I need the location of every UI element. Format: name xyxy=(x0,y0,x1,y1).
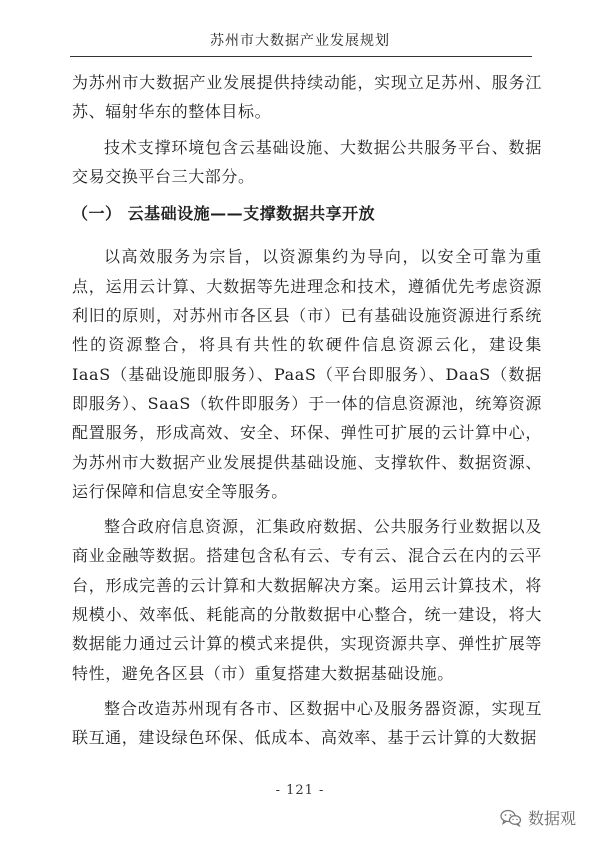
watermark xyxy=(500,806,576,829)
paragraph: 以高效服务为宗旨，以资源集约为导向，以安全可靠为重点，运用云计算、大数据等先进理念和技术，遵循优先考虑资源利旧的原则，对苏州市各区县（市）已有基础设施资源进行系统性的资源整合，将具有共性的软硬件信息资源云化，建设集 IaaS（基础设施即服务）、PaaS（平台即服务）、DaaS（数据即服务）、SaaS（软件即服务）于一体的信息资源池，统筹资源配置服务，形成高效、安全、环保、弹性可扩展的云计算中心，为苏州市大数据产业发展提供基础设施、支撑软件、数据资源、运行保障和信息安全等服务。 xyxy=(72,247,542,501)
running-header: 苏州市大数据产业发展规划 xyxy=(210,33,390,49)
wechat-icon xyxy=(500,809,522,827)
page-number: - 121 - xyxy=(275,783,325,798)
paragraph: 整合政府信息资源，汇集政府数据、公共服务行业数据以及商业金融等数据。搭建包含私有云、专有云、混合云在内的云平台，形成完善的云计算和大数据解决方案。运用云计算技术，将规模小、效率低、耗能高的分散数据中心整合，统一建设，将大数据能力通过云计算的模式来提供，实现资源共享、弹性扩展等特性，避免各区县（市）重复搭建大数据基础设施。 xyxy=(72,517,542,683)
header-divider xyxy=(70,56,532,57)
watermark-text: 数据观 xyxy=(527,809,576,828)
paragraph: 技术支撑环境包含云基础设施、大数据公共服务平台、数据交易交换平台三大部分。 xyxy=(72,137,542,186)
section-heading: （一） 云基础设施——支撑数据共享开放 xyxy=(72,204,376,224)
body-text xyxy=(72,68,542,759)
paragraph: 整合改造苏州现有各市、区数据中心及服务器资源，实现互联互通，建设绿色环保、低成本、高效率、基于云计算的大数据 xyxy=(72,698,542,748)
paragraph: 为苏州市大数据产业发展提供持续动能，实现立足苏州、服务江苏、辐射华东的整体目标。 xyxy=(72,73,542,122)
